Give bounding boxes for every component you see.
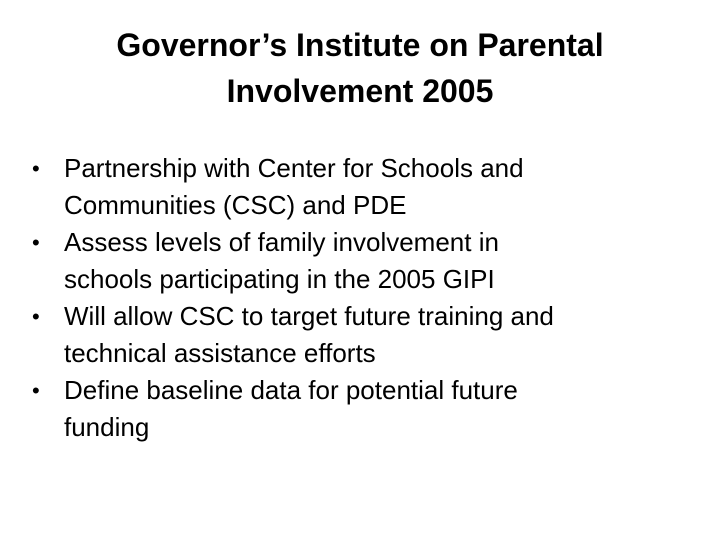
bullet-line: Assess levels of family involvement in [64, 227, 499, 257]
bullet-text [64, 150, 696, 224]
bullet-icon: • [32, 378, 40, 403]
bullet-line: funding [64, 412, 150, 442]
bullet-line: Communities (CSC) and PDE [64, 190, 407, 220]
slide-title [0, 22, 720, 114]
bullet-line: technical assistance efforts [64, 338, 376, 368]
bullet-item [26, 224, 696, 298]
bullet-text [64, 298, 696, 372]
title-line-1: Governor’s Institute on Parental [116, 27, 604, 63]
bullet-item [26, 150, 696, 224]
bullet-icon: • [32, 304, 40, 329]
bullet-line: Will allow CSC to target future training and [64, 301, 554, 331]
bullet-list [26, 150, 696, 446]
bullet-item [26, 372, 696, 446]
bullet-icon: • [32, 156, 40, 181]
bullet-line: schools participating in the 2005 GIPI [64, 264, 495, 294]
title-line-2: Involvement 2005 [226, 73, 494, 109]
bullet-icon: • [32, 230, 40, 255]
bullet-text [64, 372, 696, 446]
bullet-line: Partnership with Center for Schools and [64, 153, 524, 183]
bullet-item [26, 298, 696, 372]
bullet-text [64, 224, 696, 298]
bullet-line: Define baseline data for potential future [64, 375, 518, 405]
